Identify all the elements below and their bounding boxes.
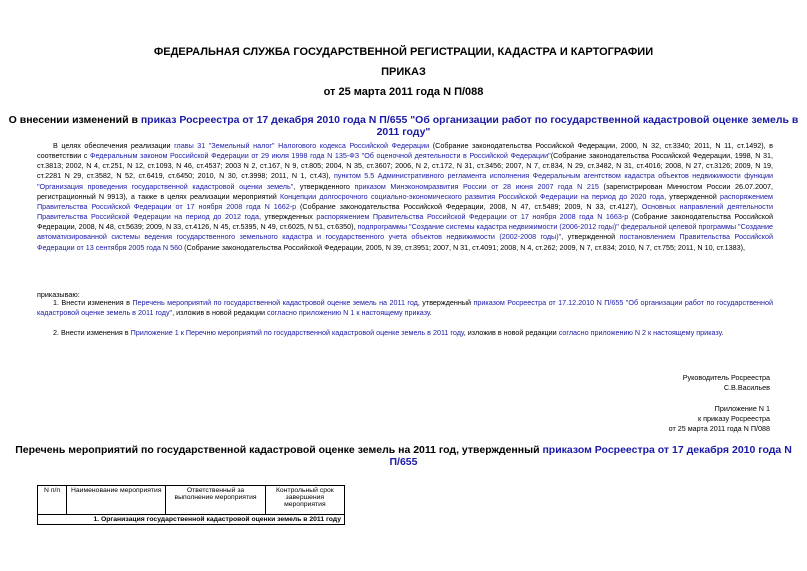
reference-link[interactable]: приказом Минэкономразвития России от 28 июня 2007 года N 215 [354, 181, 599, 191]
table-header-cell: N п/п [38, 486, 67, 515]
doc-title-link[interactable]: приказ Росреестра от 17 декабря 2010 года N П/655 "Об организации работ по государственной кадастровой оценке земель в 2011 году" [140, 114, 799, 138]
reference-link[interactable]: Приложение 1 к Перечню мероприятий по государственной кадастровой оценке земель в 2011 году [130, 328, 464, 337]
text-run: (Собрание законодательства Российской Федерации, 2008, N 47, ст.5489; 2009, N 33, ст.4127), [296, 201, 642, 211]
text-run: , утвержденных [258, 212, 317, 222]
text-run: , изложив в новой редакции [172, 308, 267, 318]
reference-link[interactable]: согласно приложению N 2 к настоящему приказу [558, 328, 722, 337]
text-run: В целях обеспечения реализации [53, 141, 175, 150]
text-run: (Собрание законодательства Российской Федерации, 1998, N 31, ст.3813; 2002, N 4, ст.251, N 12, ст.1093, N 46, ст.4537; 2003 N 2, ст.167, N 9, ст.805; 2004, N 35, ст.3607; 2006, N 2, ст.172, N 31, ст.3456; 2007, N 7, ст.834, N 29, ст.3482, N 31, ст.4016; 2008, N 27, ст.3126; 2009, N 19, ст.2281 N 29, ст.3582, N 52, ст.6419, ст.6450; 2010, N 30, ст.3998; 2011, N 1, ст.43), [37, 151, 773, 181]
reference-link[interactable]: согласно приложению N 1 к настоящему приказу [267, 308, 430, 318]
reference-link[interactable]: постановлением Правительства Российской Федерации от 13 сентября 2005 года N 560 [37, 232, 774, 252]
appendix-line-1: Приложение N 1 [714, 404, 770, 413]
text-run: (Собрание законодательства Российской Федерации, 2005, N 39, ст.3951; 2007, N 31, ст.4091; 2008, N 4, ст.262; 2009, N 7, ст.834; 2010, N 7, ст.755; 2011, N 10, ст.1383), [182, 242, 746, 252]
prikazyvayu: приказываю: [37, 290, 80, 299]
list-title-link[interactable]: приказом Росреестра от 17 декабря 2010 года N П/655 [389, 444, 792, 468]
text-run: (зарегистрирован Минюстом России 26.07.2007, регистрационный N 9913), а также в целях реализации мероприятий [37, 181, 773, 201]
order-item-2 [37, 328, 773, 338]
signature-position: Руководитель Росреестра [682, 373, 770, 382]
signature-name: С.В.Васильев [723, 383, 770, 392]
text-run: . [721, 328, 724, 337]
text-run: , утвержденный [417, 298, 474, 307]
list-title-prefix: Перечень мероприятий по государственной кадастровой оценке земель на 2011 год, утвержденный [15, 444, 543, 456]
appendix-line-2: к приказу Росреестра [697, 414, 770, 423]
reference-link[interactable]: приказом Росреестра от 17.12.2010 N П/655 "Об организации работ по государственной кадастровой оценке земель в 2011 году" [37, 298, 773, 318]
reference-link[interactable]: подпрограммы "Создание системы кадастра недвижимости (2006-2012 годы)" федеральной целевой программы "Создание автоматизированной системы ведения государственного земельного кадастра и государственного учета объектов недвижимости (2002-2008 годы)" [37, 222, 773, 242]
reference-link[interactable]: Федеральным законом Российской Федерации от 29 июля 1998 года N 135-ФЗ "Об оценочной деятельности в Российской Федерации" [89, 151, 551, 161]
text-run: . [429, 308, 432, 318]
measures-table [37, 485, 345, 525]
doc-type: ПРИКАЗ [381, 66, 426, 78]
reference-link[interactable]: пунктом 5.5 Административного регламента исполнения Федеральным агентством кадастра объектов недвижимости функции "Организация проведения государственной кадастровой оценки земель" [37, 171, 773, 191]
table-header-row [38, 486, 345, 515]
reference-link[interactable]: главы 31 "Земельный налог" Налогового кодекса Российской Федерации [174, 141, 430, 150]
table-section-cell: 1. Организация государственной кадастровой оценки земель в 2011 году [38, 515, 345, 525]
list-title [0, 444, 807, 468]
text-run: , изложив в новой редакции [463, 328, 559, 337]
doc-title-prefix: О внесении изменений в [8, 114, 141, 126]
text-run: (Собрание законодательства Российской Федерации, 2008, N 48, ст.5639; 2009, N 33, ст.4126, N 45, ст.5395, N 49, ст.6025, N 51, ст.6350), [37, 212, 773, 232]
text-run: , утвержденной [561, 232, 620, 242]
text-run: , утвержденной [664, 191, 720, 201]
table-header-cell: Ответственный за выполнение мероприятия [166, 486, 265, 515]
text-run: 2. Внести изменения в [53, 328, 131, 337]
reference-link[interactable]: распоряжением Правительства Российской Федерации от 17 ноября 2008 года N 1663-р [316, 212, 629, 222]
doc-title [0, 114, 807, 138]
agency-title: ФЕДЕРАЛЬНАЯ СЛУЖБА ГОСУДАРСТВЕННОЙ РЕГИСТРАЦИИ, КАДАСТРА И КАРТОГРАФИИ [153, 46, 654, 58]
text-run: 1. Внести изменения в [53, 298, 133, 307]
table-section-row [38, 515, 345, 525]
reference-link[interactable]: Концепции долгосрочного социально-экономического развития Российской Федерации на период до 2020 года [279, 191, 665, 201]
reference-link[interactable]: Основных направлений деятельности Правительства Российской Федерации на период до 2012 года [37, 201, 774, 222]
order-item-1 [37, 298, 773, 318]
doc-date: от 25 марта 2011 года N П/088 [323, 86, 484, 98]
appendix-line-3: от 25 марта 2011 года N П/088 [668, 424, 770, 433]
table-header-cell: Контрольный срок завершения мероприятия [265, 486, 344, 515]
preamble-paragraph [37, 141, 773, 253]
text-run: , утвержденного [293, 181, 355, 191]
text-run: (Собрание законодательства Российской Федерации, 2000, N 32, ст.3340; 2011, N 11, ст.1492), в соответствии с [37, 141, 773, 161]
reference-link[interactable]: распоряжением Правительства Российской Федерации от 17 ноября 2008 года N 1662-р [37, 191, 773, 211]
table-header-cell: Наименование мероприятия [67, 486, 166, 515]
reference-link[interactable]: Перечень мероприятий по государственной кадастровой оценке земель на 2011 год [132, 298, 418, 307]
